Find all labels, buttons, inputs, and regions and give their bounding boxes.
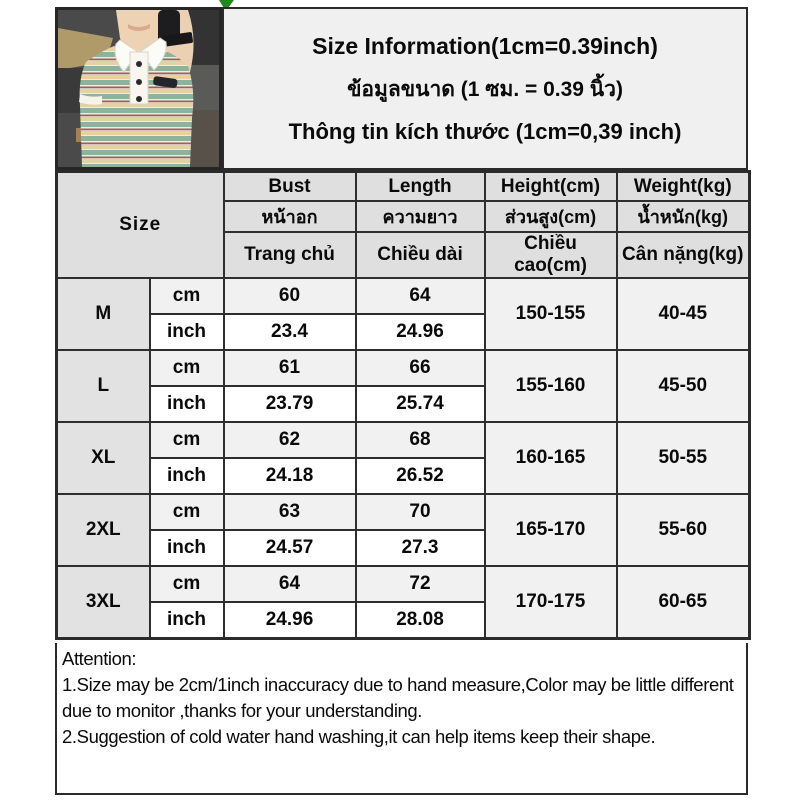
title-box xyxy=(222,7,748,170)
col-header-height-th: ส่วนสูง(cm) xyxy=(485,201,617,232)
col-header-height-en: Height(cm) xyxy=(485,172,617,202)
col-header-length-en: Length xyxy=(356,172,485,202)
weight-range: 55-60 xyxy=(617,494,750,566)
bust-inch-value: 24.18 xyxy=(224,458,356,494)
length-cm-value: 70 xyxy=(356,494,485,530)
product-photo-illustration xyxy=(58,10,219,167)
length-cm-value: 66 xyxy=(356,350,485,386)
unit-cell: cm xyxy=(150,566,224,602)
col-header-weight-vi: Cân nặng(kg) xyxy=(617,232,750,278)
size-table xyxy=(55,170,751,640)
length-inch-value: 24.96 xyxy=(356,314,485,350)
bust-cm-value: 62 xyxy=(224,422,356,458)
unit-cell: inch xyxy=(150,386,224,422)
length-cm-value: 68 xyxy=(356,422,485,458)
attention-box xyxy=(55,643,748,795)
shirt-button xyxy=(136,61,142,67)
col-header-length-th: ความยาว xyxy=(356,201,485,232)
col-header-bust-vi: Trang chủ xyxy=(224,232,356,278)
col-header-bust-en: Bust xyxy=(224,172,356,202)
size-name-l: L xyxy=(57,350,150,422)
size-header-cell: Size xyxy=(57,172,224,279)
size-name-xl: XL xyxy=(57,422,150,494)
length-inch-value: 27.3 xyxy=(356,530,485,566)
bust-inch-value: 23.4 xyxy=(224,314,356,350)
attention-note-1-cont: due to monitor ,thanks for your understanding. xyxy=(62,700,423,721)
unit-cell: inch xyxy=(150,458,224,494)
unit-cell: inch xyxy=(150,530,224,566)
col-header-length-vi: Chiều dài xyxy=(356,232,485,278)
unit-cell: cm xyxy=(150,350,224,386)
attention-note-2: 2.Suggestion of cold water hand washing,it can help items keep their shape. xyxy=(62,726,656,747)
height-range: 170-175 xyxy=(485,566,617,639)
bust-inch-value: 24.57 xyxy=(224,530,356,566)
height-range: 160-165 xyxy=(485,422,617,494)
bust-inch-value: 24.96 xyxy=(224,602,356,639)
bust-cm-value: 63 xyxy=(224,494,356,530)
weight-range: 40-45 xyxy=(617,278,750,350)
title-vietnamese: Thông tin kích thước (1cm=0,39 inch) xyxy=(288,118,682,144)
attention-note-1: 1.Size may be 2cm/1inch inaccuracy due to hand measure,Color may be little different xyxy=(62,674,734,695)
title-english: Size Information(1cm=0.39inch) xyxy=(312,32,658,59)
col-header-weight-th: น้ำหนัก(kg) xyxy=(617,201,750,232)
size-name-3xl: 3XL xyxy=(57,566,150,639)
weight-range: 60-65 xyxy=(617,566,750,639)
bust-inch-value: 23.79 xyxy=(224,386,356,422)
col-header-height-vi: Chiều cao(cm) xyxy=(485,232,617,278)
bust-cm-value: 61 xyxy=(224,350,356,386)
weight-range: 50-55 xyxy=(617,422,750,494)
size-name-m: M xyxy=(57,278,150,350)
unit-cell: inch xyxy=(150,602,224,639)
unit-cell: inch xyxy=(150,314,224,350)
unit-cell: cm xyxy=(150,278,224,314)
unit-cell: cm xyxy=(150,494,224,530)
length-inch-value: 26.52 xyxy=(356,458,485,494)
length-cm-value: 72 xyxy=(356,566,485,602)
col-header-bust-th: หน้าอก xyxy=(224,201,356,232)
product-photo xyxy=(55,7,222,170)
height-range: 165-170 xyxy=(485,494,617,566)
col-header-weight-en: Weight(kg) xyxy=(617,172,750,202)
bust-cm-value: 64 xyxy=(224,566,356,602)
height-range: 155-160 xyxy=(485,350,617,422)
length-inch-value: 28.08 xyxy=(356,602,485,639)
size-name-2xl: 2XL xyxy=(57,494,150,566)
height-range: 150-155 xyxy=(485,278,617,350)
length-inch-value: 25.74 xyxy=(356,386,485,422)
attention-heading: Attention: xyxy=(62,648,137,669)
bust-cm-value: 60 xyxy=(224,278,356,314)
length-cm-value: 64 xyxy=(356,278,485,314)
weight-range: 45-50 xyxy=(617,350,750,422)
title-thai: ข้อมูลขนาด (1 ซม. = 0.39 นิ้ว) xyxy=(347,77,623,101)
unit-cell: cm xyxy=(150,422,224,458)
